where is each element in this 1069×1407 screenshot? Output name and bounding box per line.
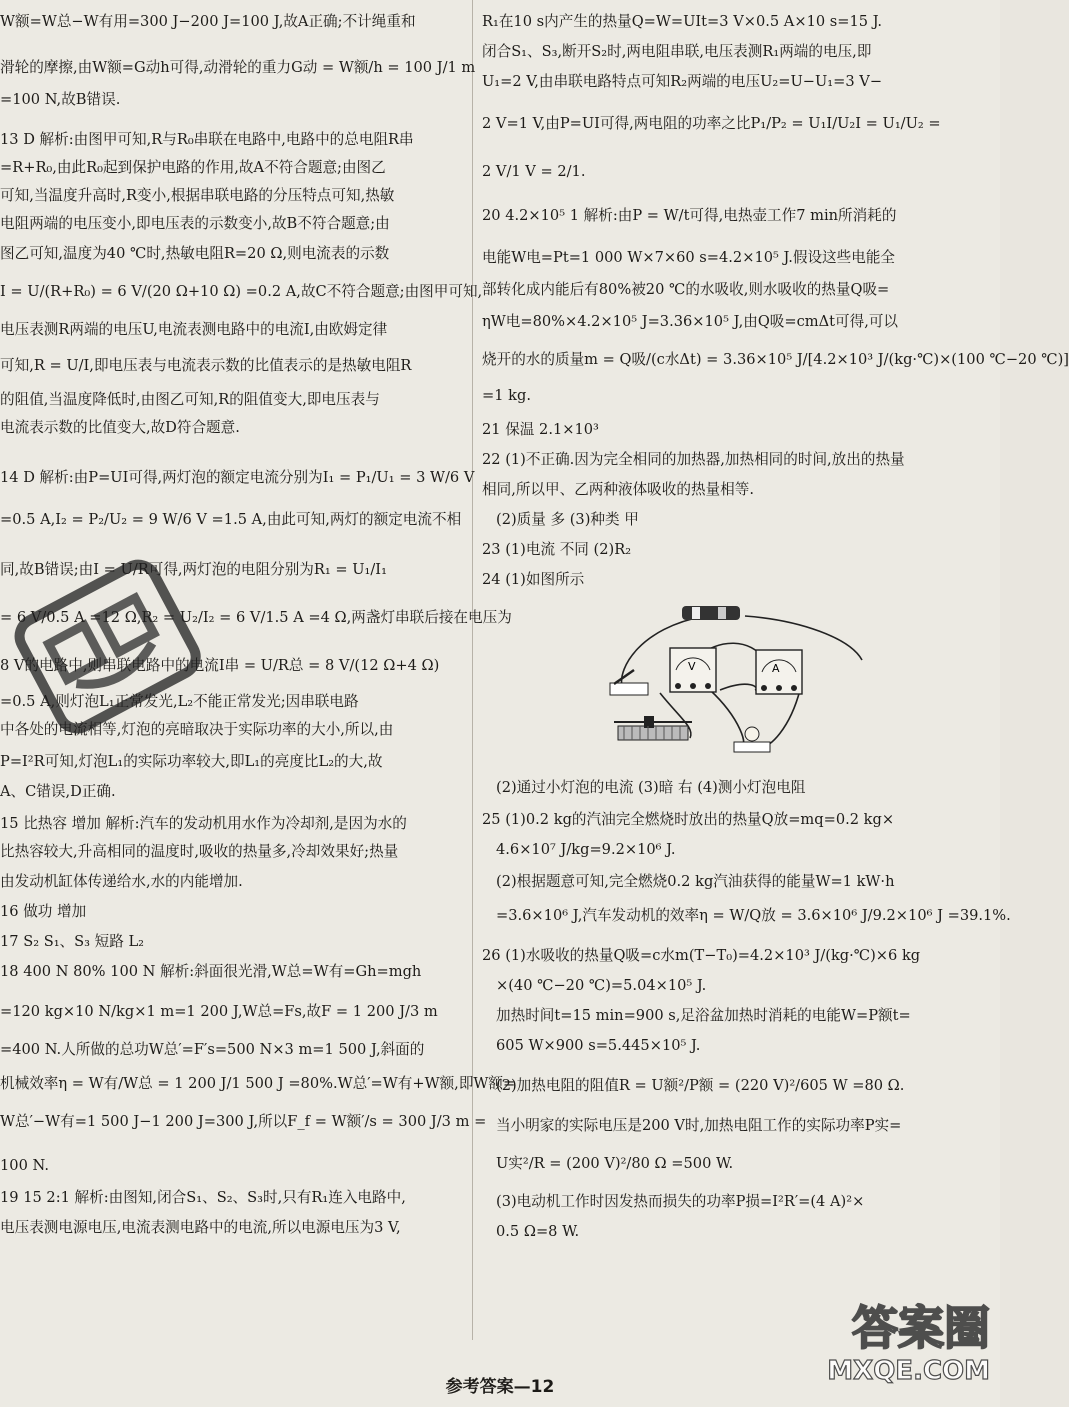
text-line: 22 (1)不正确.因为完全相同的加热器,加热相同的时间,放出的热量 — [482, 451, 905, 468]
text-line: =3.6×10⁶ J,汽车发动机的效率η = W/Q放 = 3.6×10⁶ J/9.2×10⁶ J =39.1%. — [496, 907, 1011, 924]
svg-text:V: V — [688, 660, 696, 673]
text-line: 2 V=1 V,由P=UI可得,两电阻的功率之比P₁/P₂ = U₁I/U₂I = U₁/U₂ = — [482, 115, 941, 132]
text-line: 25 (1)0.2 kg的汽油完全燃烧时放出的热量Q放=mq=0.2 kg× — [482, 811, 895, 828]
text-line: 20 4.2×10⁵ 1 解析:由P = W/t可得,电热壶工作7 min所消耗的 — [482, 207, 897, 224]
text-line: 由发动机缸体传递给水,水的内能增加. — [0, 873, 243, 890]
text-line: 电压表测电源电压,电流表测电路中的电流,所以电源电压为3 V, — [0, 1219, 401, 1236]
text-line: 8 V的电路中,则串联电路中的电流I串 = U/R总 = 8 V/(12 Ω+4 Ω) — [0, 657, 440, 674]
text-line: 可知,R = U/I,即电压表与电流表示数的比值表示的是热敏电阻R — [0, 357, 412, 374]
text-line: W额=W总−W有用=300 J−200 J=100 J,故A正确;不计绳重和 — [0, 13, 416, 30]
page-footer: 参考答案—12 — [445, 1377, 555, 1397]
text-line: 滑轮的摩擦,由W额=G动h可得,动滑轮的重力G动 = W额/h = 100 J/1 m — [0, 59, 476, 76]
rheostat-icon — [614, 716, 692, 740]
text-line: (3)电动机工作时因发热而损失的功率P损=I²R′=(4 A)²× — [496, 1193, 865, 1210]
text-line: 23 (1)电流 不同 (2)R₂ — [482, 541, 632, 558]
text-line: 部转化成内能后有80%被20 ℃的水吸收,则水吸收的热量Q吸= — [482, 281, 890, 298]
text-line: 0.5 Ω=8 W. — [496, 1223, 580, 1240]
text-line: 4.6×10⁷ J/kg=9.2×10⁶ J. — [496, 841, 676, 858]
text-line: 2 V/1 V = 2/1. — [482, 163, 586, 180]
text-line: 电能W电=Pt=1 000 W×7×60 s=4.2×10⁵ J.假设这些电能全 — [482, 249, 896, 266]
text-line: 19 15 2:1 解析:由图知,闭合S₁、S₂、S₃时,只有R₁连入电路中, — [0, 1189, 406, 1206]
text-line: 电流表示数的比值变大,故D符合题意. — [0, 419, 240, 436]
text-line: (2)通过小灯泡的电流 (3)暗 右 (4)测小灯泡电阻 — [496, 779, 806, 796]
text-line: 13 D 解析:由图甲可知,R与R₀串联在电路中,电路中的总电阻R串 — [0, 131, 414, 148]
text-line: =400 N.人所做的总功W总′=F′s=500 N×3 m=1 500 J,斜面的 — [0, 1041, 425, 1058]
text-line: (2)质量 多 (3)种类 甲 — [496, 511, 639, 528]
text-line: 21 保温 2.1×10³ — [482, 421, 599, 438]
text-line: 26 (1)水吸收的热量Q吸=c水m(T−T₀)=4.2×10³ J/(kg·℃)×6 kg — [482, 947, 921, 964]
text-line: P=I²R可知,灯泡L₁的实际功率较大,即L₁的亮度比L₂的大,故 — [0, 753, 383, 770]
text-line: 电阻两端的电压变小,即电压表的示数变小,故B不符合题意;由 — [0, 215, 390, 232]
text-line: 闭合S₁、S₃,断开S₂时,两电阻串联,电压表测R₁两端的电压,即 — [482, 43, 872, 60]
text-line: =0.5 A,则灯泡L₁正常发光,L₂不能正常发光;因串联电路 — [0, 693, 359, 710]
text-line: 15 比热容 增加 解析:汽车的发动机用水作为冷却剂,是因为水的 — [0, 815, 407, 832]
text-line: 同,故B错误;由I = U/R可得,两灯泡的电阻分别为R₁ = U₁/I₁ — [0, 561, 387, 578]
text-line: 可知,当温度升高时,R变小,根据串联电路的分压特点可知,热敏 — [0, 187, 395, 204]
text-line: 加热时间t=15 min=900 s,足浴盆加热时消耗的电能W=P额t= — [496, 1007, 911, 1024]
text-line: (2)加热电阻的阻值R = U额²/P额 = (220 V)²/605 W =80 Ω. — [496, 1077, 905, 1094]
text-line: 605 W×900 s=5.445×10⁵ J. — [496, 1037, 701, 1054]
text-line: 相同,所以甲、乙两种液体吸收的热量相等. — [482, 481, 754, 498]
text-line: A、C错误,D正确. — [0, 783, 116, 800]
text-line: =120 kg×10 N/kg×1 m=1 200 J,W总=Fs,故F = 1 200 J/3 m — [0, 1003, 438, 1020]
text-line: 18 400 N 80% 100 N 解析:斜面很光滑,W总=W有=Gh=mgh — [0, 963, 422, 980]
text-line: ηW电=80%×4.2×10⁵ J=3.36×10⁵ J,由Q吸=cmΔt可得,可以 — [482, 313, 899, 330]
text-line: 比热容较大,升高相同的温度时,吸收的热量多,冷却效果好;热量 — [0, 843, 399, 860]
text-line: U实²/R = (200 V)²/80 Ω =500 W. — [496, 1155, 734, 1172]
text-line: = 6 V/0.5 A =12 Ω,R₂ = U₂/I₂ = 6 V/1.5 A =4 Ω,两盏灯串联后接在电压为 — [0, 609, 512, 626]
text-line: 的阻值,当温度降低时,由图乙可知,R的阻值变大,即电压表与 — [0, 391, 380, 408]
switch-icon — [610, 670, 648, 695]
svg-text:A: A — [772, 662, 780, 675]
text-line: 电压表测R两端的电压U,电流表测电路中的电流I,由欧姆定律 — [0, 321, 388, 338]
text-line: 机械效率η = W有/W总 = 1 200 J/1 500 J =80%.W总′=W有+W额,即W额= — [0, 1075, 516, 1092]
ammeter-icon — [756, 650, 802, 694]
text-line: U₁=2 V,由串联电路特点可知R₂两端的电压U₂=U−U₁=3 V− — [482, 73, 883, 90]
text-line: 当小明家的实际电压是200 V时,加热电阻工作的实际功率P实= — [496, 1117, 902, 1134]
text-line: 100 N. — [0, 1157, 49, 1174]
lamp-icon — [734, 727, 770, 752]
text-line: ×(40 ℃−20 ℃)=5.04×10⁵ J. — [496, 977, 707, 994]
text-line: 14 D 解析:由P=UI可得,两灯泡的额定电流分别为I₁ = P₁/U₁ = 3 W/6 V — [0, 469, 475, 486]
text-line: W总′−W有=1 500 J−1 200 J=300 J,所以F_f = W额′/s = 300 J/3 m = — [0, 1113, 487, 1130]
text-line: R₁在10 s内产生的热量Q=W=UIt=3 V×0.5 A×10 s=15 J. — [482, 13, 883, 30]
text-line: 图乙可知,温度为40 ℃时,热敏电阻R=20 Ω,则电流表的示数 — [0, 245, 390, 262]
text-line: =R+R₀,由此R₀起到保护电路的作用,故A不符合题意;由图乙 — [0, 159, 386, 176]
column-divider — [472, 0, 473, 1340]
watermark-text: 答案圈 — [852, 1301, 990, 1355]
text-line: 24 (1)如图所示 — [482, 571, 585, 588]
text-line: 16 做功 增加 — [0, 903, 87, 920]
battery-icon — [682, 606, 740, 620]
text-line: 17 S₂ S₁、S₃ 短路 L₂ — [0, 933, 144, 950]
corner-stamp-icon — [5, 548, 205, 748]
text-line: =100 N,故B错误. — [0, 91, 121, 108]
watermark-url: MXQE.COM — [827, 1356, 990, 1386]
circuit-diagram — [600, 598, 860, 768]
text-line: =1 kg. — [482, 387, 531, 404]
voltmeter-icon — [670, 648, 716, 692]
text-line: I = U/(R+R₀) = 6 V/(20 Ω+10 Ω) =0.2 A,故C不符合题意;由图甲可知, — [0, 283, 483, 300]
text-line: 烧开的水的质量m = Q吸/(c水Δt) = 3.36×10⁵ J/[4.2×10³ J/(kg·℃)×(100 ℃−20 ℃)] — [482, 351, 1069, 368]
text-line: 中各处的电流相等,灯泡的亮暗取决于实际功率的大小,所以,由 — [0, 721, 394, 738]
text-line: (2)根据题意可知,完全燃烧0.2 kg汽油获得的能量W=1 kW·h — [496, 873, 895, 890]
text-line: =0.5 A,I₂ = P₂/U₂ = 9 W/6 V =1.5 A,由此可知,两灯的额定电流不相 — [0, 511, 462, 528]
